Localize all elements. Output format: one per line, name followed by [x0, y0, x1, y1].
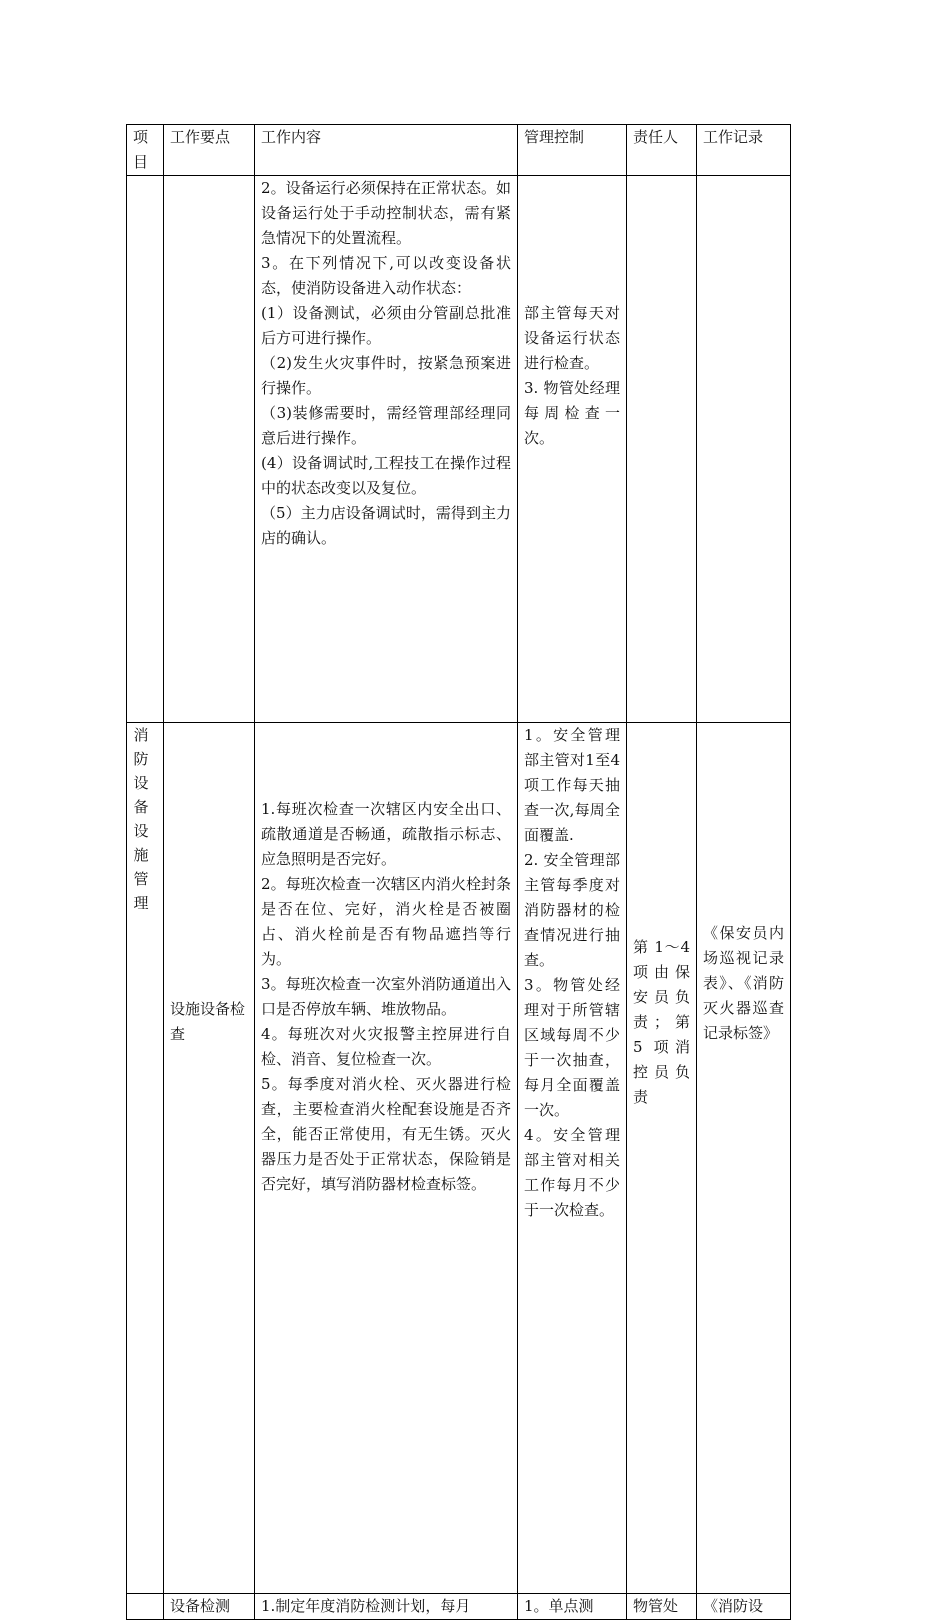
- row1-person-cell: [627, 176, 697, 723]
- control-paragraph: 部主管每天对设备运行状态进行检查。: [524, 304, 620, 372]
- content-paragraph: 1.每班次检查一次辖区内安全出口、疏散通道是否畅通，疏散指示标志、应急照明是否完好。: [261, 800, 511, 868]
- content-paragraph: （5）主力店设备调试时，需得到主力店的确认。: [261, 504, 511, 547]
- row3-record-cell: 《消防设: [697, 1594, 791, 1620]
- row2-record-cell: [697, 723, 791, 1594]
- content-paragraph: (1）设备测试，必须由分管副总批准后方可进行操作。: [261, 304, 511, 347]
- header-work-point: 工作要点: [164, 125, 255, 176]
- row1-record-cell: [697, 176, 791, 723]
- row2-point-cell: [164, 723, 255, 1594]
- row2-control-cell: [518, 723, 627, 1594]
- row1-control-cell: [518, 176, 627, 723]
- control-paragraph: 3。物管处经理对于所管辖区域每周不少于一次抽查，每月全面覆盖一次。: [524, 976, 620, 1119]
- row2-person-cell: [627, 723, 697, 1594]
- control-paragraph: 4。安全管理部主管对相关工作每月不少于一次检查。: [524, 1126, 620, 1219]
- content-paragraph: 3。每班次检查一次室外消防通道出入口是否停放车辆、堆放物品。: [261, 975, 511, 1018]
- project-vertical-label: 消防设备设施管理: [133, 726, 149, 912]
- row3-point-cell: 设备检测: [164, 1594, 255, 1620]
- row3-project-cell: [127, 1594, 164, 1620]
- row1-point-cell: [164, 176, 255, 723]
- work-point-label: 设施设备检查: [170, 1000, 246, 1043]
- content-paragraph: 5。每季度对消火栓、灭火器进行检查，主要检查消火栓配套设施是否齐全，能否正常使用，有无生锈。灭火器压力是否处于正常状态，保险销是否完好，填写消防器材检查标签。: [261, 1075, 511, 1193]
- responsible-person-text: 第 1～4 项由保安员负责；第 5 项消控员负责: [633, 938, 690, 1106]
- row1-content-cell: [255, 176, 518, 723]
- content-paragraph: 3。在下列情况下,可以改变设备状态，使消防设备进入动作状态：: [261, 254, 511, 297]
- table-header-row: [127, 125, 791, 176]
- work-record-text: 《保安员内场巡视记录表》、《消防灭火器巡查记录标签》: [703, 924, 784, 1042]
- header-work-content: 工作内容: [255, 125, 518, 176]
- table-row: [127, 176, 791, 723]
- row2-project-cell: [127, 723, 164, 1594]
- table-row: [127, 1594, 791, 1620]
- content-paragraph: （2)发生火灾事件时，按紧急预案进行操作。: [261, 354, 511, 397]
- content-paragraph: （3)装修需要时，需经管理部经理同意后进行操作。: [261, 404, 511, 447]
- content-paragraph: 2。每班次检查一次辖区内消火栓封条是否在位、完好，消火栓是否被圈占、消火栓前是否有物品遮挡等行为。: [261, 875, 511, 968]
- content-paragraph: (4）设备调试时,工程技工在操作过程中的状态改变以及复位。: [261, 454, 511, 497]
- header-responsible-person: 责任人: [627, 125, 697, 176]
- work-table: [126, 124, 791, 1620]
- row2-content-cell: [255, 723, 518, 1594]
- control-paragraph: 1。安全管理部主管对1至4项工作每天抽查一次,每周全面覆盖.: [524, 726, 620, 844]
- table-row: [127, 723, 791, 1594]
- header-project: 项目: [127, 125, 164, 176]
- control-paragraph: 3. 物管处经理每周检查一次。: [524, 379, 620, 447]
- control-paragraph: 2. 安全管理部主管每季度对消防器材的检查情况进行抽查。: [524, 851, 620, 969]
- content-paragraph: 4。每班次对火灾报警主控屏进行自检、消音、复位检查一次。: [261, 1025, 511, 1068]
- content-paragraph: 2。设备运行必须保持在正常状态。如设备运行处于手动控制状态，需有紧急情况下的处置流程。: [261, 179, 511, 247]
- row3-content-cell: 1.制定年度消防检测计划，每月: [255, 1594, 518, 1620]
- row1-project-cell: [127, 176, 164, 723]
- header-work-record: 工作记录: [697, 125, 791, 176]
- row3-control-cell: 1。单点测: [518, 1594, 627, 1620]
- header-management-control: 管理控制: [518, 125, 627, 176]
- row3-person-cell: 物管处: [627, 1594, 697, 1620]
